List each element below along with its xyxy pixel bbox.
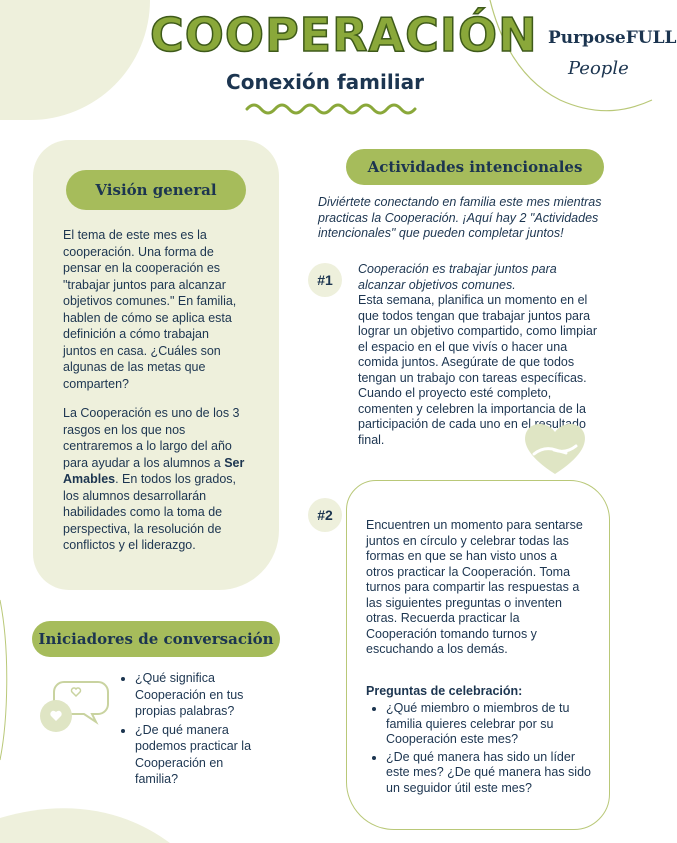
celebration-question-1: • ¿Qué miembro o miembros de tu familia quieres celebrar por su Cooperación este mes? — [386, 701, 592, 748]
speech-bubbles-icon — [36, 676, 110, 736]
celebration-question-2: • ¿De qué manera has sido un líder este mes? ¿De qué manera has sido un seguidor útil este mes? — [386, 750, 592, 797]
decorative-line-left — [0, 600, 7, 760]
heart-hands-icon — [522, 420, 588, 476]
overview-highlight: Ser Amables — [63, 455, 245, 486]
starters-heading: Iniciadores de conversación — [32, 621, 280, 657]
activity-1-lead: Cooperación es trabajar juntos para alcanzar objetivos comunes. — [358, 262, 557, 292]
wave-divider-icon — [245, 100, 415, 118]
activity-2-body: Encuentren un momento para sentarse juntos en círculo y celebrar todas las formas en que se han visto unos a otros practicar la Cooperación. Toma turnos para compartir las respuestas a las siguientes preguntas o inventen otras. Recuerda practicar la Cooperación tomando turnos y escuchando a los demás. — [366, 518, 583, 656]
page-title: COOPERACIÓN — [150, 8, 538, 62]
overview-heading: Visión general — [66, 170, 246, 210]
activity-1-number: #1 — [308, 263, 342, 297]
overview-paragraph-2-start: La Cooperación es uno de los 3 rasgos en los que nos centraremos a lo largo del año para ayudar a los alumnos a — [63, 406, 240, 470]
overview-paragraph-1: El tema de este mes es la cooperación. Una forma de pensar en la cooperación es "trabajar juntos para alcanzar objetivos comunes." En familia, hablen de cómo se aplica esta definición a cómo trabajan juntos en casa. ¿Cuáles son algunas de las metas que comparten? — [63, 228, 237, 391]
activities-heading: Actividades intencionales — [346, 149, 604, 185]
starter-question-1: • ¿Qué significa Cooperación en tus propias palabras? — [135, 670, 255, 720]
page-subtitle: Conexión familiar — [226, 70, 424, 94]
activity-2-number: #2 — [308, 498, 342, 532]
starter-question-2: • ¿De qué manera podemos practicar la Cooperación en familia? — [135, 722, 255, 788]
overview-paragraph-2 — [63, 405, 245, 554]
logo-text-top: PurposeFULL — [548, 28, 677, 48]
celebration-questions-heading: Preguntas de celebración: — [366, 684, 523, 698]
activity-1-body: Esta semana, planifica un momento en el que todos tengan que trabajar juntos para lograr un objetivo compartido, como limpiar el espacio en el que vivís o hacer una comida juntos. Asegúrate de que todos tengan un trabajo con tareas específicas. Cuando el proyecto esté completo, comenten y celebren la importancia de la participación de cada uno en el resultado final. — [358, 293, 597, 447]
activities-intro: Diviértete conectando en familia este mes mientras practicas la Cooperación. ¡Aquí hay 2 "Actividades intencionales" que pueden completar juntos! — [318, 195, 602, 240]
logo-text-bottom: People — [568, 58, 629, 79]
overview-paragraph-2-end: . En todos los grados, los alumnos desarrollarán habilidades como la toma de perspectiva, la resolución de conflictos y el liderazgo. — [63, 472, 237, 552]
decorative-blob-bottom-left — [0, 808, 170, 843]
celebration-questions-list — [366, 701, 592, 798]
starters-list — [115, 670, 255, 790]
